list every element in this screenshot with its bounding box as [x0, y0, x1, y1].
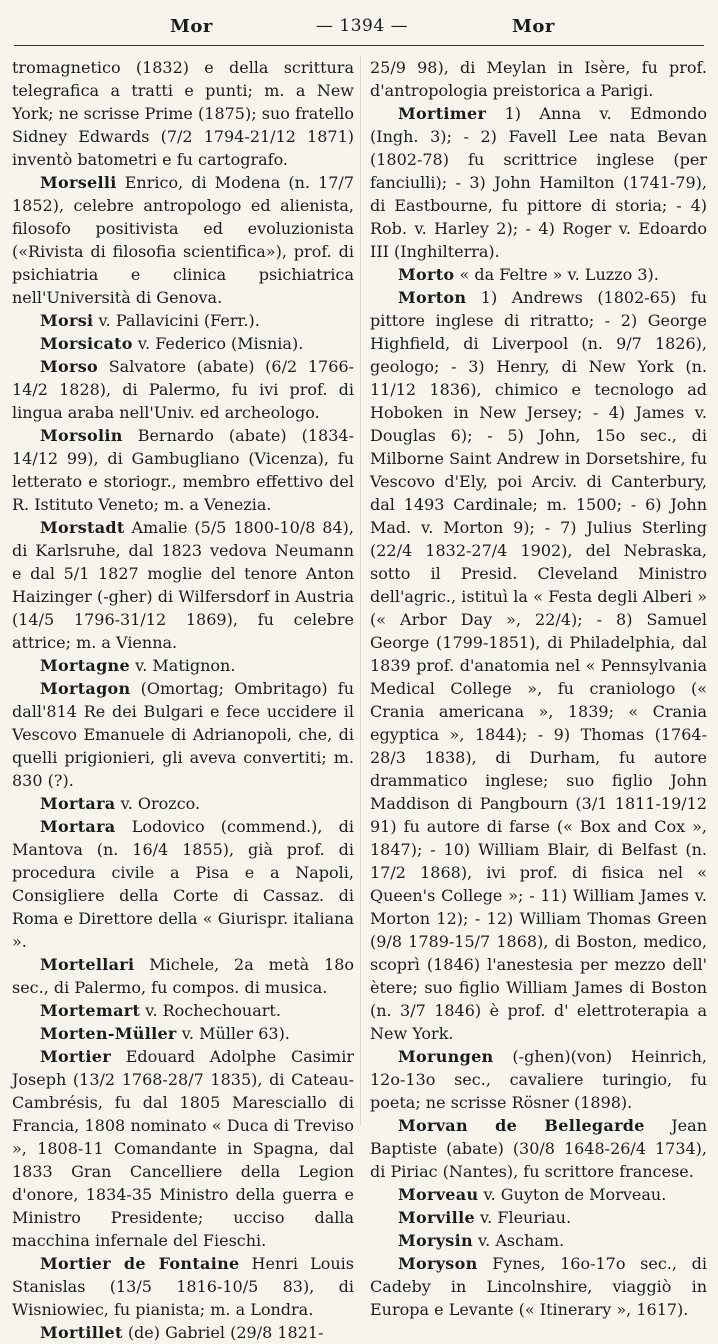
dictionary-entry [12, 792, 354, 815]
entry-text: Enrico, di Modena (n. 17/7 1852), celebre antropologo ed alienista, filosofo positivista ed evoluzionista («Rivista di filosofia scientifica»), prof. di psichiatria e clinica psichiatrica nell'Università di Genova. [12, 173, 354, 307]
dictionary-entry [370, 1252, 707, 1321]
entry-text: v. Müller 63). [181, 1024, 290, 1043]
left-column [12, 56, 354, 1342]
page-header [0, 0, 718, 48]
entry-headword: Morsi [40, 311, 94, 330]
dictionary-entry [12, 953, 354, 999]
entry-headword: Moryson [398, 1254, 478, 1273]
dictionary-entry [12, 815, 354, 953]
dictionary-entry [12, 1022, 354, 1045]
dictionary-entry [370, 102, 707, 263]
dictionary-entry [12, 309, 354, 332]
entry-headword: Mortier [40, 1047, 111, 1066]
entry-text: v. Pallavicini (Ferr.). [98, 311, 260, 330]
entry-text: v. Orozco. [120, 794, 201, 813]
dictionary-entry [370, 1114, 707, 1183]
entry-text: v. Matignon. [135, 656, 236, 675]
entry-headword: Morten-Müller [40, 1024, 177, 1043]
dictionary-entry [370, 56, 707, 102]
entry-headword: Morstadt [40, 518, 125, 537]
entry-text: Edouard Adolphe Casimir Joseph (13/2 1768-28/7 1835), di Cateau-Cambrésis, fu dal 1805 Maresciallo di Francia, 1808 nominato « Duca di Treviso », 1808-11 Comandante in Spagna, dal 1833 Gran Cancelliere della Legion d'onore, 1834-35 Ministro della guerra e Ministro Presidente; ucciso dalla macchina infernale del Fieschi. [12, 1047, 354, 1250]
entry-text: Jean Baptiste (abate) (30/8 1648-26/4 1734), di Piriac (Nantes), fu scrittore francese. [370, 1116, 707, 1181]
dictionary-entry [12, 677, 354, 792]
entry-headword: Mortimer [398, 104, 487, 123]
entry-headword: Mortillet [40, 1323, 123, 1342]
entry-text: v. Ascham. [478, 1231, 565, 1250]
entry-headword: Mortara [40, 794, 116, 813]
entry-text: Michele, 2a metà 18o sec., di Palermo, fu compos. di musica. [12, 955, 354, 997]
dictionary-entry [12, 171, 354, 309]
entry-headword: Morso [40, 357, 98, 376]
entry-text: Fynes, 16o-17o sec., di Cadeby in Lincolnshire, viaggiò in Europa e Levante (« Itinerary », 1617). [370, 1254, 707, 1319]
dictionary-entry [12, 1252, 354, 1321]
dictionary-entry [12, 516, 354, 654]
page-number: — 1394 — [316, 16, 409, 36]
entry-text: 25/9 98), di Meylan in Isère, fu prof. d'antropologia preistorica a Parigi. [370, 58, 707, 100]
entry-headword: Morvan de Bellegarde [398, 1116, 645, 1135]
right-column [370, 56, 707, 1319]
entry-text: « da Feltre » v. Luzzo 3). [459, 265, 659, 284]
entry-headword: Mortier de Fontaine [40, 1254, 240, 1273]
entry-text: Amalie (5/5 1800-10/8 84), di Karlsruhe, dal 1823 vedova Neumann e dal 5/1 1827 moglie del tenore Anton Haizinger (-gher) di Wilfersdorf in Austria (14/5 1796-31/12 1869), fu celebre attrice; m. a Vienna. [12, 518, 354, 652]
dictionary-entry [370, 1206, 707, 1229]
entry-headword: Morsicato [40, 334, 133, 353]
entry-text: 1) Anna v. Edmondo (Ingh. 3); - 2) Favell Lee nata Bevan (1802-78) fu scrittrice inglese (per fanciulli); - 3) John Hamilton (1741-79), di Eastbourne, fu pittore di storia; - 4) Rob. v. Harley 2); - 4) Roger v. Edoardo III (Inghilterra). [370, 104, 707, 261]
entry-headword: Morsolin [40, 426, 123, 445]
entry-headword: Morungen [398, 1047, 494, 1066]
dictionary-entry [12, 424, 354, 516]
entry-headword: Morveau [398, 1185, 479, 1204]
entry-text: (Omortag; Ombritago) fu dall'814 Re dei Bulgari e fece uccidere il Vescovo Emanuele di Adrianopoli, che, di quelli prigionieri, gli aveva convertiti; m. 830 (?). [12, 679, 354, 790]
entry-headword: Mortemart [40, 1001, 141, 1020]
dictionary-entry [12, 1321, 354, 1344]
entry-text: v. Rochechouart. [145, 1001, 281, 1020]
entry-text: v. Fleuriau. [480, 1208, 572, 1227]
dictionary-entry [12, 332, 354, 355]
entry-text: tromagnetico (1832) e della scrittura telegrafica a tratti e punti; m. a New York; ne scrisse Prime (1875); suo fratello Sidney Edwards (7/2 1794-21/12 1871) inventò batometri e fu cartografo. [12, 58, 354, 169]
entry-text: 1) Andrews (1802-65) fu pittore inglese di ritratto; - 2) George Highfield, di Liverpool (n. 9/7 1826), geologo; - 3) Henry, di New York (n. 11/12 1836), chimico e tecnologo ad Hoboken in New Jersey; - 4) James v. Douglas 6); - 5) John, 15o sec., di Milborne Saint Andrew in Dorsetshire, fu Vescovo d'Ely, poi Arciv. di Canterbury, dal 1493 Cardinale; m. 1500; - 6) John Mad. v. Morton 9); - 7) Julius Sterling (22/4 1832-27/4 1902), del Nebraska, sotto il Presid. Cleveland Ministro dell'agric., istituì la « Festa degli Alberi » (« Arbor Day », 22/4); - 8) Samuel George (1799-1851), di Philadelphia, dal 1839 prof. d'anatomia nel « Pennsylvania Medical College », fu craniologo (« Crania americana », 1839; « Crania egyptica », 1844); - 9) Thomas (1764-28/3 1838), di Durham, fu autore drammatico inglese; suo figlio John Maddison di Pangbourn (3/1 1811-19/12 91) fu autore di farse (« Box and Cox », 1847); - 10) William Blair, di Belfast (n. 17/2 1868), ivi prof. di fisica nel « Queen's College »; - 11) William James v. Morton 12); - 12) William Thomas Green (9/8 1789-15/7 1868), di Boston, medico, scoprì (1846) l'anestesia per mezzo dell' ètere; suo figlio William James di Boston (n. 3/7 1846) è prof. d' elettroterapia a New York. [370, 288, 707, 1043]
dictionary-entry [370, 286, 707, 1045]
entry-headword: Morto [398, 265, 455, 284]
entry-headword: Morton [398, 288, 467, 307]
entry-headword: Mortagne [40, 656, 130, 675]
entry-headword: Morselli [40, 173, 117, 192]
dictionary-entry [12, 1045, 354, 1252]
running-head-right: Mor [512, 16, 555, 37]
entry-text: v. Guyton de Morveau. [483, 1185, 667, 1204]
entry-text: v. Federico (Misnia). [137, 334, 304, 353]
dictionary-entry [370, 1229, 707, 1252]
entry-text: (de) Gabriel (29/8 1821- [127, 1323, 324, 1342]
dictionary-entry [12, 355, 354, 424]
entry-text: (-ghen)(von) Heinrich, 12o-13o sec., cavaliere turingio, fu poeta; ne scrisse Rösner (1898). [370, 1047, 707, 1112]
dictionary-entry [370, 263, 707, 286]
entry-text: Henri Louis Stanislas (13/5 1816-10/5 83), di Wisniowiec, fu pianista; m. a Londra. [12, 1254, 354, 1319]
running-head-left: Mor [170, 16, 213, 37]
header-rule [14, 45, 704, 46]
entry-headword: Morysin [398, 1231, 473, 1250]
dictionary-entry [12, 999, 354, 1022]
dictionary-entry [12, 654, 354, 677]
entry-headword: Mortara [40, 817, 116, 836]
entry-text: Bernardo (abate) (1834-14/12 99), di Gambugliano (Vicenza), fu letterato e storiogr., membro effettivo del R. Istituto Veneto; m. a Venezia. [12, 426, 354, 514]
entry-text: Salvatore (abate) (6/2 1766-14/2 1828), di Palermo, fu ivi prof. di lingua araba nell'Univ. ed archeologo. [12, 357, 354, 422]
dictionary-entry [12, 56, 354, 171]
dictionary-entry [370, 1183, 707, 1206]
entry-text: Lodovico (commend.), di Mantova (n. 16/4 1855), già prof. di procedura civile a Pisa e a Napoli, Consigliere della Corte di Cassaz. di Roma e Direttore della « Giurispr. italiana ». [12, 817, 354, 951]
dictionary-entry [370, 1045, 707, 1114]
column-separator [360, 56, 361, 1126]
entry-headword: Mortagon [40, 679, 131, 698]
entry-headword: Morville [398, 1208, 475, 1227]
entry-headword: Mortellari [40, 955, 135, 974]
